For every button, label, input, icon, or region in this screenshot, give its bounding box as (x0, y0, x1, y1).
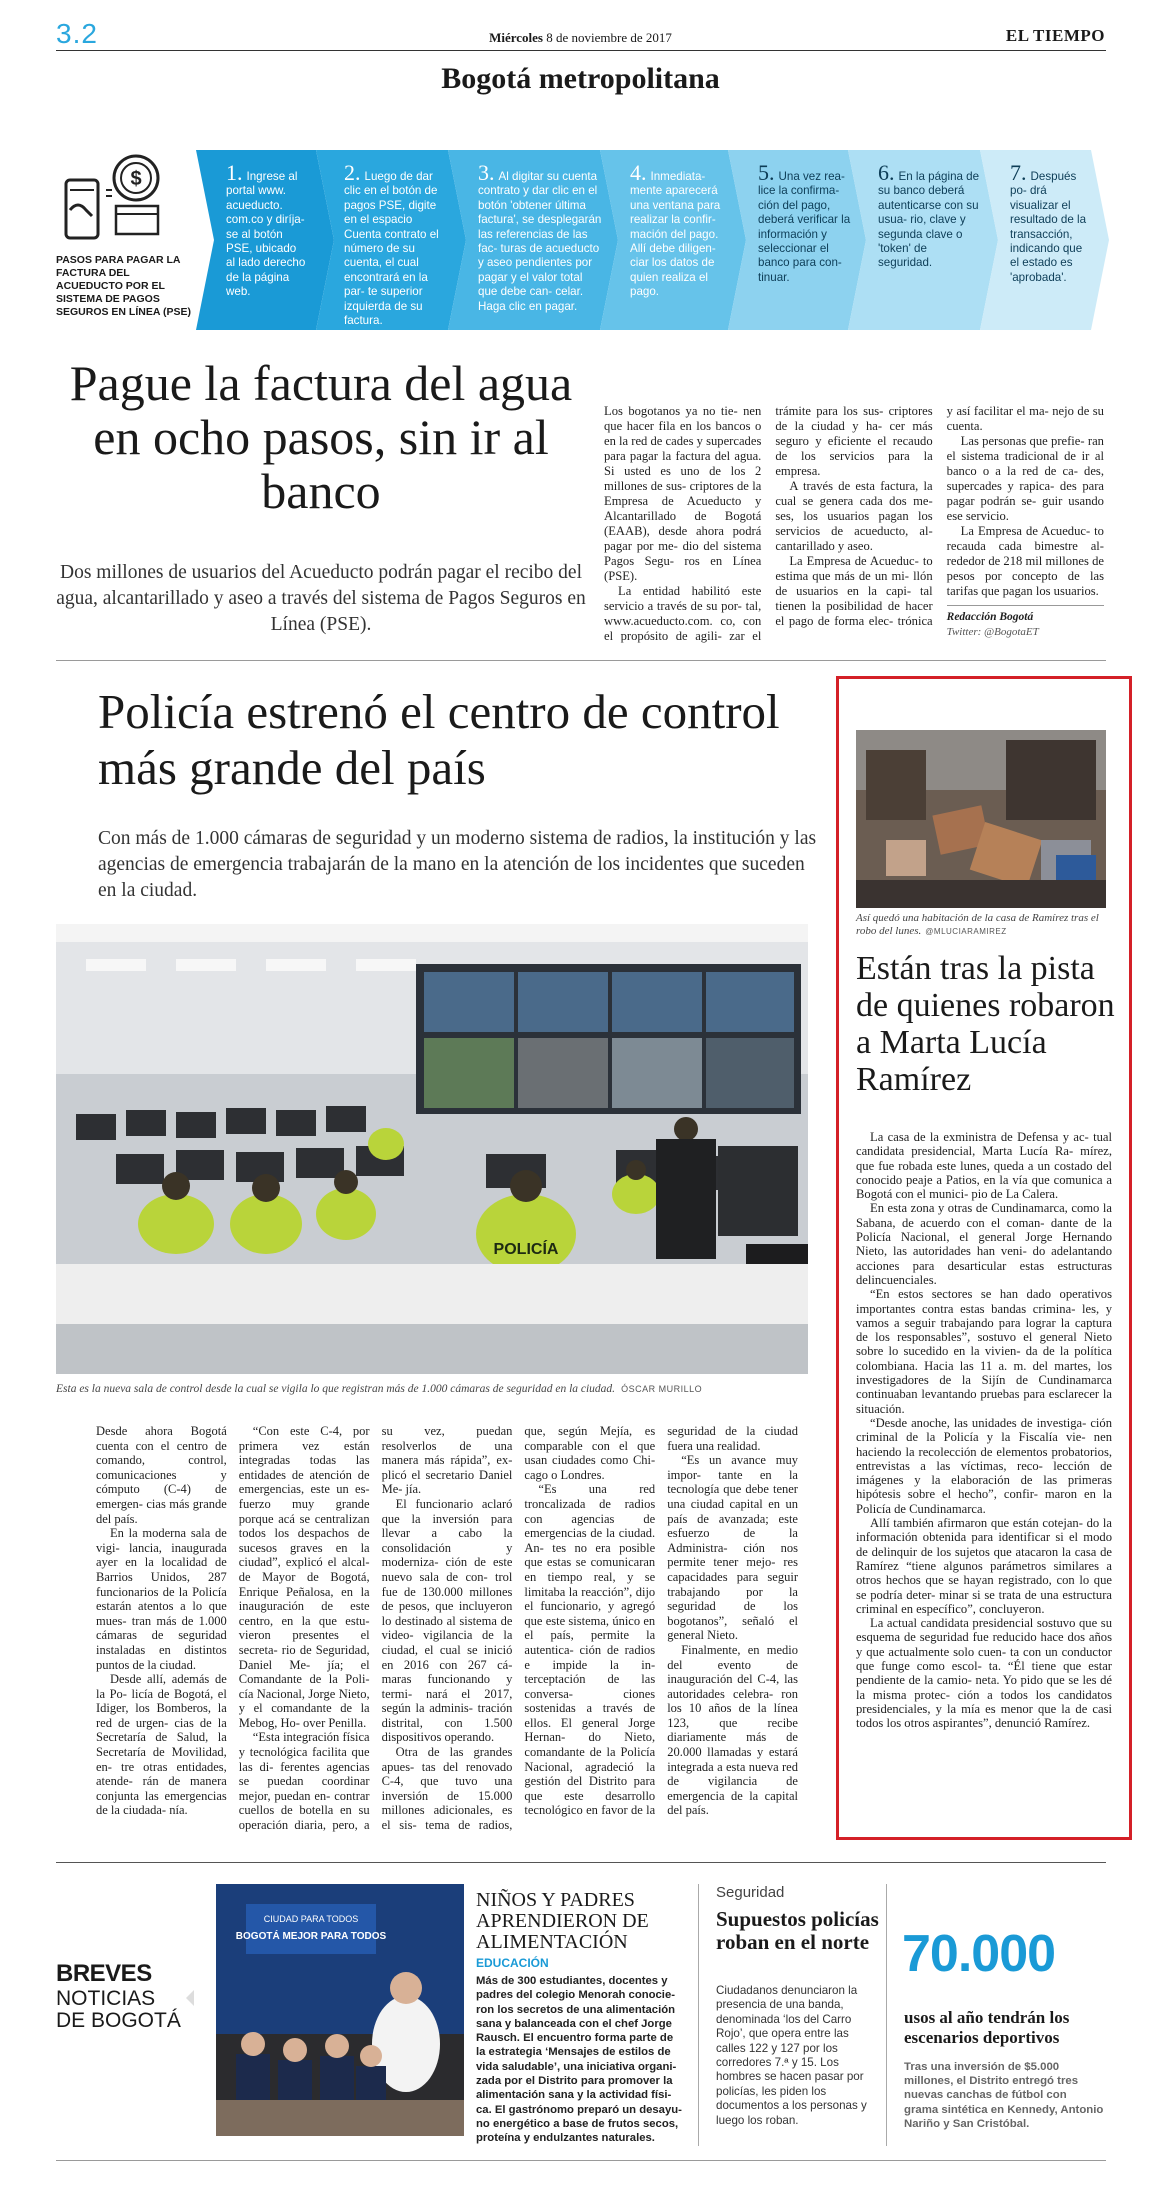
article3-caption (856, 912, 1106, 938)
svg-text:$: $ (130, 168, 142, 190)
article2-body (96, 1424, 798, 1836)
step-2-num: 2. (344, 160, 361, 185)
step-6-num: 6. (878, 160, 895, 185)
section-title: Bogotá metropolitana (441, 62, 720, 95)
page-number: 3.2 (56, 18, 98, 49)
step-4-num: 4. (630, 160, 647, 185)
article2-paragraph: “Es una red troncalizada de radios con agencias de emergencias de la ciudad. An- tes no era posible que estas se comunicaran en tiempo real, y se limitaba la reacción”, dijo el funcionario, y agregó que este sistema, único en el país, permite la autentica- ción de radios e impide la in- terceptación de las conversa- ciones sostenidas a través de ellos. El general Jorge Hernan- do Nieto, comandante de la Policía Nacional, agradeció la gestión del Distrito para que este desarrollo tecnológico en favor de la seguridad de la ciudad fuera una realidad. (524, 1424, 798, 1818)
step-5-text: Una vez rea- lice la confirma- ción del pago, deberá verificar la información y seleccionar el banco para con- tinuar. (758, 170, 851, 284)
header-rule (56, 50, 1106, 51)
article1-rule (56, 660, 1106, 661)
article1-paragraph: Las personas que prefie- ran el sistema tradicional de ir al banco o a la red de ca- des, supercades y rapica- des para pagar podrán se- guir usando ese servicio. (946, 434, 1104, 523)
breve2-headline: Supuestos policías roban en el norte (716, 1907, 879, 1954)
step-3-text: Al digitar su cuenta contrato y dar clic en el botón 'obtener última factura', se desplegarán las referencias de las fac- turas de acueducto y aseo pendientes por pagar y el valor total que debe can- celar. Haga clic en pagar. (478, 170, 602, 313)
article2-paragraph: El funcionario aclaró que la inversión para llevar a cabo la consolidación y moderniza- ción de este nuevo sala de con- trol fue de 130.000 millones de pesos, que incluyeron lo destinado al sistema de video- vigilancia de la ciudad, el cual se inició en 2016 con 267 cá- maras funcionando y termi- nará el 2017, según la adminis- tración distrital, con 1.500 dispositivos operando. (381, 1496, 513, 1745)
breves-label (56, 1960, 186, 2032)
article1-paragraph: Los bogotanos ya no tie- nen que hacer fila en los bancos o en la red de cades y supercades para pagar la factura del agua. Si usted es uno de los 2 millones de sus- criptores de la Empresa de Acueducto y Alcantarillado de Bogotá (EAAB), desde ahora podrá pagar por me- dio del sistema Pagos Segu- ros en Línea (PSE). (604, 404, 762, 583)
article1-byline: Redacción Bogotá (946, 611, 1034, 623)
article2-headline: Policía estrenó el centro de control más grande del país (98, 684, 780, 795)
breves-divider-1 (698, 1884, 699, 2146)
mobile-payment-icon (56, 150, 176, 250)
breve3-text: Tras una inversión de $5.000 millones, el Distrito entregó tres nuevas canchas de fútbol con grama sintética en Kennedy, Antonio Nariño y San Cristóbal. (904, 2061, 1104, 2130)
article3-paragraph: “En estos sectores se han dado operativos importantes contra estas bandas crimina- les, y vamos a seguir trabajando para lograr la captura de los responsables”, sostuvo el general Nieto sobre lo sucedido en la vivien- da de la política colombiana. Hacia las 11 a. m. del martes, los investigadores de la Sijín de Cundinamarca continuaban levantando pruebas para esclarecer la situación. (856, 1287, 1112, 1416)
step-4 (600, 152, 748, 330)
article1-headline: Pague la factura del agua en ocho pasos, sin ir al banco (69, 355, 573, 519)
article2-paragraph: “Esta integración física y tecnológica facilita que las di- ferentes agencias se puedan coordinar mejor, puedan en- contrar cuellos de botella en su operación diaria, pero, a su vez, puedan resolverlos de una manera más rápida”, ex- plicó el secretario Daniel Me- jía. (238, 1424, 513, 1833)
step-1 (196, 152, 324, 330)
step-3 (448, 152, 620, 330)
event-banner-line1: CIUDAD PARA TODOS (263, 1914, 359, 1924)
article3-paragraph: La actual candidata presidencial sostuvo que su esquema de seguridad fue reducido hace dos años y que actualmente solo cuen- ta con un conductor que funge como escol- ta. “Él tiene que estar pendiente de la camio- neta. Yo pido que se les dé la misma protec- ción a todos los candidatos presidenciales, y la mía es menor que la de casi todos los otros aspirantes”, denunció Ramírez. (856, 1616, 1112, 1731)
article1-paragraph: La Empresa de Acueduc- to recauda cada bimestre al- rededor de 218 mil millones de pesos por concepto de las tarifas que pagan los usuarios. (946, 524, 1104, 598)
breve1-tag: EDUCACIÓN (476, 1956, 549, 1970)
article1-body (604, 404, 1104, 644)
brand-logo: EL TIEMPO (1005, 26, 1105, 45)
breve2-text: Ciudadanos denunciaron la presencia de una banda, denominada ‘los del Carro Rojo’, que opera entre las calles 122 y 127 por los corredores 7.ª y 15. Los hombres se hacen pasar por policías, les piden los documentos a los personas y luego los roban. (716, 1984, 867, 2127)
article3-paragraph: Allí también afirmaron que están cotejan- do la información obtenida para identificar si el modo de delinquir de los sujetos que atacaron la casa de Ramírez “tiene algunos parámetros similares a otros hechos que se hayan registrado, con lo que se podría deter- minar si se trata de una estructura criminal en específico”, concluyeron. (856, 1516, 1112, 1616)
breve1-text: Más de 300 estudiantes, docentes y padres del colegio Menorah conocie- ron los secretos de una alimentación sana y balanceada con el chef Jorge Rausch. El encuentro forma parte de la estrategia ‘Mensajes de estilos de vida saludable’, una iniciativa organi- zada por el Distrito para promover la alimentación sana y la actividad físi- ca. El gastrónomo preparó un desayu- no energético a base de frutos secos, proteína y endulzantes naturales. (476, 1975, 682, 2145)
article3-paragraph: La casa de la exministra de Defensa y ac- tual candidata presidencial, Marta Lucía Ra- mírez, que fue robada este lunes, queda a un costado del conocido peaje a Patios, en la vía que comunica a Bogotá con el munici- pio de La Calera. (856, 1130, 1112, 1202)
edition-date (0, 30, 1161, 46)
step-7 (980, 152, 1106, 330)
breve3-number: 70.000 (902, 1925, 1056, 1983)
article3-paragraph: “Desde anoche, las unidades de investiga- ción criminal de la Policía y la Fiscalía vie- nen haciendo la recolección de elementos probatorios, entrevistas a las víctimas, reco- lección de imágenes y la elaboración de las primeras hipótesis sobre el hecho”, confir- maron en la Policía de Cundinamarca. (856, 1415, 1112, 1516)
article3-headline: Están tras la pista de quienes robaron a Marta Lucía Ramírez (856, 950, 1115, 1098)
article2-paragraph: Otra de las grandes apues- tas del renovado C-4, que tuvo una inversión de 15.000 millones adicionales, es el sis- tema de radios, que, según Mejía, es comparable con el que usan ciudades como Chi- cago o Londres. (381, 1424, 656, 1833)
article2-paragraph: Desde allí, además de la Po- licía de Bogotá, el Idiger, los Bomberos, la red de urgen- cias de la Secretaría de Salud, la Secretaría de Movilidad, en- tre otras entidades, atende- rán de manera conjunta las emergencias de la ciudada- nía. (96, 1672, 227, 1818)
breve3-headline: usos al año tendrán los escenarios deportivos (904, 2008, 1070, 2047)
step-1-num: 1. (226, 160, 243, 185)
breves-divider-2 (886, 1884, 887, 2146)
chef-event-photo (216, 1884, 464, 2136)
event-banner-line2: BOGOTÁ MEJOR PARA TODOS (235, 1931, 387, 1942)
breve1-headline: NIÑOS Y PADRES APRENDIERON DE ALIMENTACIÓN (476, 1889, 649, 1953)
article1-paragraph: La entidad habilitó este servicio a través de su por- tal, www.acueducto.com. co, con el propósito de agili- zar el trámite para los sus- criptores de la ciudad y ha- cer más seguro y eficiente el recaudo de los servicios para la empresa. (604, 404, 933, 643)
step-6-text: En la página de su banco deberá autenticarse con su usua- rio, clave y segunda clave o 'token' de seguridad. (878, 170, 980, 270)
article2-deck: Con más de 1.000 cámaras de seguridad y un moderno sistema de radios, la institución y las agencias de emergencia trabajarán de la mano en la atención de los incidentes que suceden en la ciudad. (98, 828, 817, 901)
step-1-text: Ingrese al portal www. acueducto. com.co y diríja- se al botón PSE, ubicado al lado derecho de la página web. (226, 170, 306, 299)
article2-paragraph: Finalmente, en medio del evento de inauguración del C-4, las autoridades celebra- ron los 10 años de la línea 123, que recibe diariamente más de 20.000 llamadas y estará integrada a esta nueva red de vigilancia de emergencia de la capital del país. (667, 1642, 798, 1818)
article1-twitter: Twitter: @BogotaET (946, 626, 1039, 638)
article2-caption-text: Esta es la nueva sala de control desde la cual se vigila lo que registran más de 1.000 cámaras de seguridad en la ciudad. (56, 1383, 616, 1395)
step-2 (314, 152, 462, 330)
breve2-kicker: Seguridad (716, 1884, 785, 1901)
article1-deck: Dos millones de usuarios del Acueducto podrán pagar el recibo del agua, alcantarillado y aseo a través del sistema de Pagos Seguros en Línea (PSE). (56, 562, 586, 635)
article2-caption (56, 1382, 808, 1396)
step-5 (728, 152, 868, 330)
infographic-title: PASOS PARA PAGAR LA FACTURA DEL ACUEDUCTO POR EL SISTEMA DE PAGOS SEGUROS EN LÍNEA (PSE) (56, 254, 191, 318)
article3-credit: @MLUCIARAMIREZ (925, 927, 1007, 936)
date-day: Miércoles (489, 30, 543, 45)
step-7-num: 7. (1010, 160, 1027, 185)
step-6 (848, 152, 996, 330)
control-room-photo (56, 924, 808, 1374)
article3-paragraph: En esta zona y otras de Cundinamarca, como la Sabana, de acuerdo con el coman- dante de la Policía Nacional, el general Jorge Hernando Nieto, las autoridades han veni- do adelantando acciones para desarticular estas estructuras delincuenciales. (856, 1201, 1112, 1287)
breves-label-arrow (186, 1990, 194, 2006)
article2-paragraph: “Es un avance muy impor- tante en la tecnología que debe tener una ciudad capital en un país de avanzada; este esfuerzo de la Administra- ción nos permite tener mejo- res capacidades para seguir trabajando por la seguridad de los bogotanos”, señaló el general Nieto. (667, 1453, 798, 1643)
article1-paragraph: A través de esta factura, la cual se genera cada dos me- ses, los usuarios pagan los servicios de acueducto, al- cantarillado y aseo. (775, 479, 933, 553)
date-rest: 8 de noviembre de 2017 (546, 30, 672, 45)
article2-paragraph: En la moderna sala de vigi- lancia, inaugurada ayer en la localidad de Barrios Unidos, 287 funcionarios de la Policía estarán atentos a lo que mues- tran más de 1.000 cámaras de seguridad instaladas en distintos puntos de la ciudad. (96, 1526, 227, 1672)
breves-label-bold: BREVES (56, 1960, 152, 1987)
article2-paragraph: Desde ahora Bogotá cuenta con el centro de comando, control, comunicaciones y cómputo (C-4) de emergen- cias más grande del país. (96, 1424, 227, 1526)
step-7-text: Después po- drá visualizar el resultado de la transacción, indicando que el estado es 'aprobada'. (1010, 170, 1087, 284)
article1-paragraph: La Empresa de Acueduc- to estima que más de un mi- llón de usuarios en la capi- tal tienen la posibilidad de hacer el pago de forma elec- trónica y así facilitar el ma- nejo de su cuenta. (775, 404, 1104, 628)
page-bottom-rule (56, 2160, 1106, 2161)
breves-top-rule (56, 1862, 1106, 1863)
police-vest-label: POLICÍA (493, 1241, 559, 1258)
step-5-num: 5. (758, 160, 775, 185)
article2-credit: ÓSCAR MURILLO (621, 1384, 703, 1394)
breves-label-light: NOTICIAS DE BOGOTÁ (56, 1987, 181, 2032)
article3-caption-text: Así quedó una habitación de la casa de Ramírez tras el robo del lunes. (856, 912, 1099, 937)
step-4-text: Inmediata- mente aparecerá una ventana para realizar la confir- mación del pago. Allí debe diligen- ciar los datos de quien realiza el pago. (630, 170, 721, 299)
step-2-text: Luego de dar clic en el botón de pagos PSE, digite en el espacio Cuenta contrato el número de su cuenta, el cual encontrará en la par- te superior izquierda de su factura. (344, 170, 439, 328)
step-3-num: 3. (478, 160, 495, 185)
robbery-room-photo (856, 730, 1106, 908)
article2-paragraph: “Con este C-4, por primera vez están integradas todas las entidades de atención de emergencias, este un es- fuerzo muy grande porque acá se centralizan todos los despachos de sucesos graves en la ciudad”, explicó el alcal- de Mayor de Bogotá, Enrique Peñalosa, en la inauguración de este centro, en la que estu- vieron presentes el secreta- rio de Seguridad, Daniel Me- jía; el Comandante de la Poli- cía Nacional, Jorge Nieto, y el comandante de la Mebog, Ho- over Penilla. (238, 1424, 370, 1730)
article3-body (856, 1130, 1112, 1730)
